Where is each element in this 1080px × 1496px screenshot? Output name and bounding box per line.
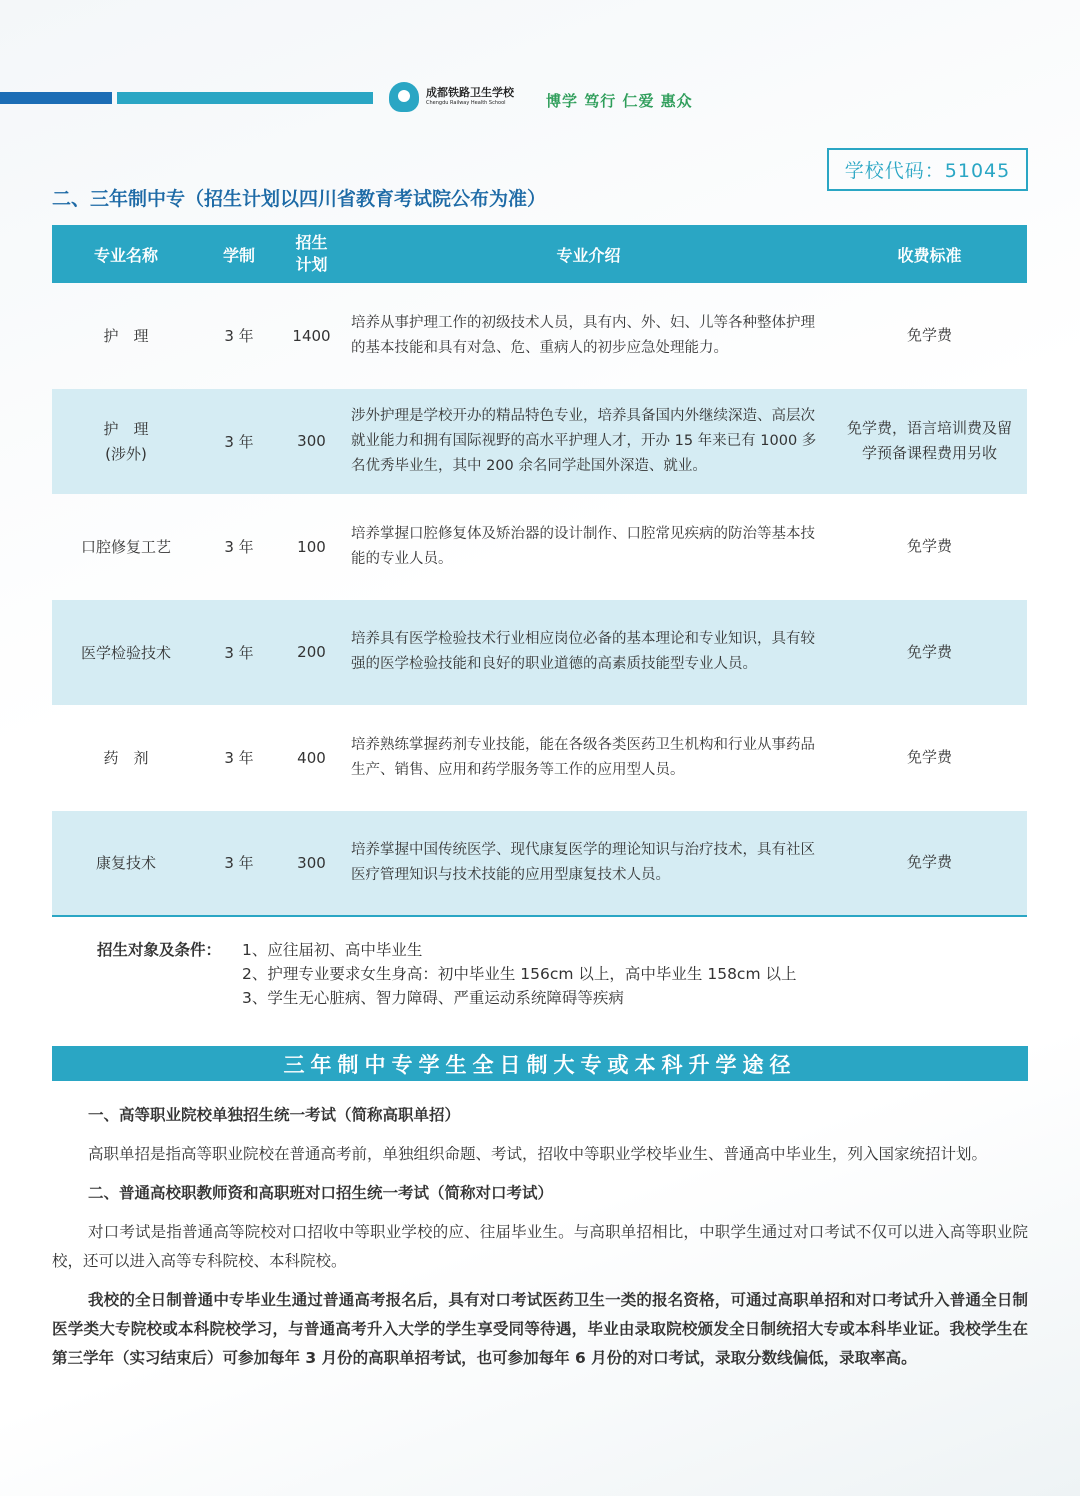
major-fee <box>832 283 1027 389</box>
major-name-text: 康复技术 <box>95 854 156 873</box>
fee-text: 免学费 <box>906 537 952 556</box>
table-row <box>52 494 1027 600</box>
major-fee <box>832 389 1027 495</box>
major-plan: 200 <box>278 600 345 706</box>
major-fee <box>832 494 1027 600</box>
table-row <box>52 705 1027 811</box>
major-name <box>52 283 200 389</box>
conditions-label: 招生对象及条件： <box>97 941 222 959</box>
col-header: 学制 <box>200 225 278 283</box>
pathways-banner: 三年制中专学生全日制大专或本科升学途径 <box>52 1046 1028 1081</box>
major-years: 3 年 <box>224 327 254 346</box>
major-name <box>52 389 200 495</box>
major-intro: 涉外护理是学校开办的精品特色专业，培养具备国内外继续深造、高层次就业能力和拥有国际视野的高水平护理人才，开办 15 年来已有 1000 多名优秀毕业生，其中 200 余名同学赴国外深造、就业。 <box>345 389 832 495</box>
table-row <box>52 811 1027 917</box>
major-fee <box>832 705 1027 811</box>
section-title: 二、三年制中专（招生计划以四川省教育考试院公布为准） <box>52 188 547 210</box>
condition-item: 2、护理专业要求女生身高：初中毕业生 156cm 以上，高中毕业生 158cm 以上 <box>242 965 797 983</box>
majors-table <box>52 225 1027 917</box>
major-fee <box>832 600 1027 706</box>
major-years: 3 年 <box>200 389 278 495</box>
table-row <box>52 283 1027 389</box>
major-name <box>52 494 200 600</box>
school-name-block <box>426 86 514 107</box>
pathway-text-3: 我校的全日制普通中专毕业生通过普通高考报名后，具有对口考试医药卫生一类的报名资格，可通过高职单招和对口考试升入普通全日制医学类大专院校或本科院校学习，与普通高考升入大学的学生享受同等待遇，毕业由录取院校颁发全日制统招大专或本科毕业证。我校学生在第三学年（实习结束后）可参加每年 3 月份的高职单招考试，也可参加每年 6 月份的对口考试，录取分数线偏低，录取率高。 <box>52 1291 1028 1367</box>
major-plan: 1400 <box>292 326 331 345</box>
school-logo-icon <box>389 82 419 112</box>
major-intro: 培养掌握口腔修复体及矫治器的设计制作、口腔常见疾病的防治等基本技能的专业人员。 <box>351 525 815 567</box>
major-name <box>52 600 200 706</box>
major-plan: 400 <box>297 748 326 767</box>
major-years: 3 年 <box>224 538 254 557</box>
fee-text: 免学费 <box>906 326 952 345</box>
school-motto: 博学 笃行 仁爱 惠众 <box>546 92 693 110</box>
pathway-text-1: 高职单招是指高等职业院校在普通高考前，单独组织命题、考试，招收中等职业学校毕业生、普通高中毕业生，列入国家统招计划。 <box>88 1145 988 1163</box>
major-years: 3 年 <box>200 811 278 917</box>
major-plan: 300 <box>278 389 345 495</box>
header-bar-teal <box>117 92 373 104</box>
pathways-section <box>52 1046 1028 1383</box>
major-name-text: 护 理 <box>103 420 149 439</box>
col-header: 招生计划 <box>278 225 345 283</box>
fee-text: 免学费 <box>906 642 952 661</box>
major-name-text: 护 理 <box>103 327 149 346</box>
pathway-text-2: 对口考试是指普通高等院校对口招收中等职业学校的应、往届毕业生。与高职单招相比，中职学生通过对口考试不仅可以进入高等职业院校，还可以进入高等专科院校、本科院校。 <box>52 1223 1028 1270</box>
school-name-en: Chengdu Railway Health School <box>426 100 506 106</box>
fee-text: 免学费，语言培训费及留学预备课程费用另收 <box>846 419 1012 463</box>
major-plan: 100 <box>297 537 326 556</box>
major-name <box>52 705 200 811</box>
school-name: 成都铁路卫生学校 <box>426 86 514 99</box>
major-years: 3 年 <box>224 749 254 768</box>
table-row <box>52 389 1027 495</box>
pathway-heading-2: 二、普通高校职教师资和高职班对口招生统一考试（简称对口考试） <box>88 1184 554 1202</box>
major-name-text: 药 剂 <box>103 749 149 768</box>
fee-text: 免学费 <box>906 853 952 872</box>
condition-item: 1、应往届初、高中毕业生 <box>242 941 423 959</box>
major-years: 3 年 <box>200 600 278 706</box>
major-intro: 培养掌握中国传统医学、现代康复医学的理论知识与治疗技术，具有社区医疗管理知识与技术技能的应用型康复技术人员。 <box>345 811 832 917</box>
major-fee <box>832 811 1027 917</box>
school-code: 学校代码：51045 <box>827 148 1028 191</box>
admission-conditions <box>97 938 796 1010</box>
major-subtitle: (涉外) <box>105 445 147 464</box>
col-header: 专业名称 <box>52 225 200 283</box>
major-plan: 300 <box>278 811 345 917</box>
header-bar-blue <box>0 92 112 104</box>
major-name-text: 口腔修复工艺 <box>80 538 171 557</box>
major-intro: 培养熟练掌握药剂专业技能，能在各级各类医药卫生机构和行业从事药品生产、销售、应用和药学服务等工作的应用型人员。 <box>351 736 815 778</box>
fee-text: 免学费 <box>906 748 952 767</box>
major-intro: 培养具有医学检验技术行业相应岗位必备的基本理论和专业知识，具有较强的医学检验技能和良好的职业道德的高素质技能型专业人员。 <box>345 600 832 706</box>
condition-item: 3、学生无心脏病、智力障碍、严重运动系统障碍等疾病 <box>242 989 624 1007</box>
major-intro: 培养从事护理工作的初级技术人员，具有内、外、妇、儿等各种整体护理的基本技能和具有对急、危、重病人的初步应急处理能力。 <box>351 314 815 356</box>
col-header: 收费标准 <box>832 225 1027 283</box>
table-row <box>52 600 1027 706</box>
major-name-text: 医学检验技术 <box>80 643 171 662</box>
major-name <box>52 811 200 917</box>
col-header: 专业介绍 <box>345 225 832 283</box>
pathway-heading-1: 一、高等职业院校单独招生统一考试（简称高职单招） <box>88 1106 461 1124</box>
